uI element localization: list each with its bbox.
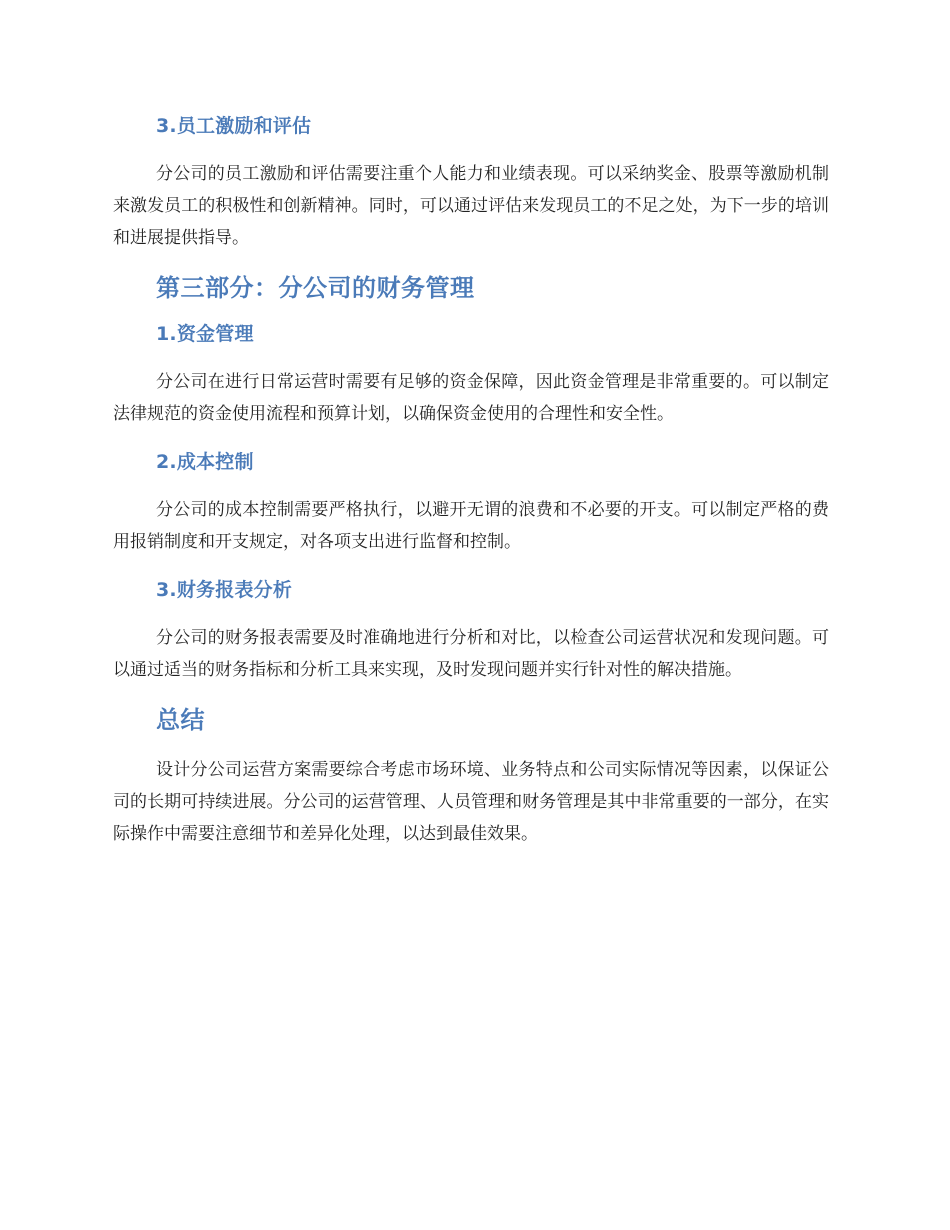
section-heading-cost-control: 2.成本控制 [156,451,254,473]
section-paragraph-employee-incentive: 分公司的员工激励和评估需要注重个人能力和业绩表现。可以采纳奖金、股票等激励机制来激发员工的积极性和创新精神。同时，可以通过评估来发现员工的不足之处，为下一步的培训和进展提供指导。 [113,164,829,248]
section-paragraph-cost-control: 分公司的成本控制需要严格执行，以避开无谓的浪费和不必要的开支。可以制定严格的费用报销制度和开支规定，对各项支出进行监督和控制。 [113,500,829,552]
summary-paragraph: 设计分公司运营方案需要综合考虑市场环境、业务特点和公司实际情况等因素，以保证公司的长期可持续进展。分公司的运营管理、人员管理和财务管理是其中非常重要的一部分，在实际操作中需要注意细节和差异化处理，以达到最佳效果。 [113,760,829,844]
section-heading-financial-report: 3.财务报表分析 [156,579,293,601]
section-heading-employee-incentive: 3.员工激励和评估 [156,115,312,137]
document-content [113,108,829,850]
section-paragraph-financial-report: 分公司的财务报表需要及时准确地进行分析和对比，以检查公司运营状况和发现问题。可以通过适当的财务指标和分析工具来实现，及时发现问题并实行针对性的解决措施。 [113,628,829,680]
section-paragraph-fund-management: 分公司在进行日常运营时需要有足够的资金保障，因此资金管理是非常重要的。可以制定法律规范的资金使用流程和预算计划，以确保资金使用的合理性和安全性。 [113,372,829,424]
part-three-title: 第三部分：分公司的财务管理 [156,274,475,302]
section-heading-fund-management: 1.资金管理 [156,323,254,345]
summary-title: 总结 [156,706,205,734]
